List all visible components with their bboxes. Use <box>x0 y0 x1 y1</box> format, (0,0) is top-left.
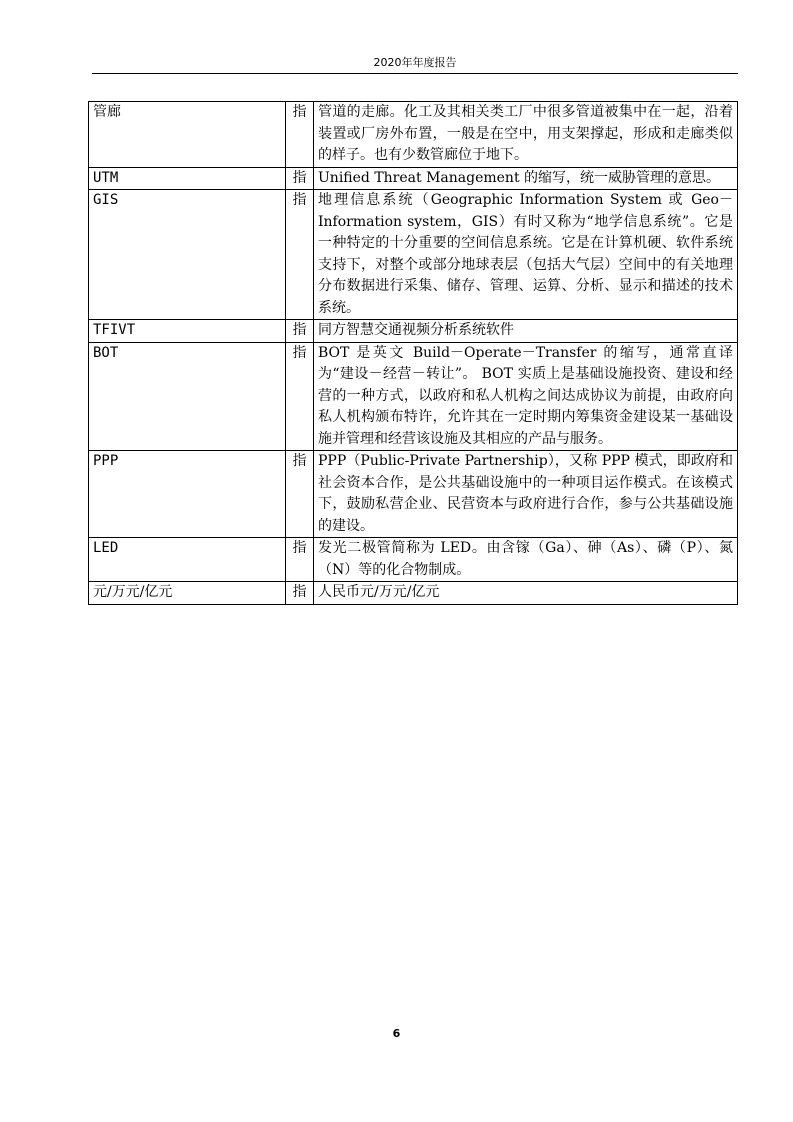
mark-cell: 指 <box>286 451 314 538</box>
mark-cell: 指 <box>286 320 314 343</box>
table-row <box>89 451 738 538</box>
definition-cell: 同方智慧交通视频分析系统软件 <box>314 320 738 343</box>
page-number: 6 <box>392 1027 401 1040</box>
term-cell: 元/万元/亿元 <box>89 582 286 605</box>
table-row <box>89 320 738 343</box>
term-cell: TFIVT <box>89 320 286 343</box>
definition-cell: 地理信息系统（Geographic Information System 或 Geo－Information system，GIS）有时又称为“地学信息系统”。它是一种特定的十分重要的空间信息系统。它是在计算机硬、软件系统支持下，对整个或部分地球表层（包括大气层）空间中的有关地理分布数据进行采集、储存、管理、运算、分析、显示和描述的技术系统。 <box>314 190 738 320</box>
table-row <box>89 102 738 168</box>
mark-cell: 指 <box>286 167 314 190</box>
header-rule <box>92 73 738 74</box>
term-cell: 管廊 <box>89 102 286 168</box>
mark-cell: 指 <box>286 190 314 320</box>
glossary-table <box>88 101 738 605</box>
page-header-title: 2020年年度报告 <box>373 56 457 69</box>
definition-cell: 发光二极管简称为 LED。由含镓（Ga）、砷（As）、磷（P）、氮（N）等的化合物制成。 <box>314 538 738 582</box>
definition-cell: PPP（Public-Private Partnership），又称 PPP 模式，即政府和社会资本合作，是公共基础设施中的一种项目运作模式。在该模式下，鼓励私营企业、民营资本与政府进行合作，参与公共基础设施的建设。 <box>314 451 738 538</box>
definition-cell: 人民币元/万元/亿元 <box>314 582 738 605</box>
table-row <box>89 342 738 451</box>
mark-cell: 指 <box>286 538 314 582</box>
term-cell: PPP <box>89 451 286 538</box>
term-cell: LED <box>89 538 286 582</box>
table-row <box>89 167 738 190</box>
definition-cell: 管道的走廊。化工及其相关类工厂中很多管道被集中在一起，沿着装置或厂房外布置，一般是在空中，用支架撑起，形成和走廊类似的样子。也有少数管廊位于地下。 <box>314 102 738 168</box>
definition-cell: BOT 是英文 Build－Operate－Transfer 的缩写，通常直译为“建设－经营－转让”。 BOT 实质上是基础设施投资、建设和经营的一种方式，以政府和私人机构之间达成协议为前提，由政府向私人机构颁布特许，允许其在一定时期内筹集资金建设某一基础设施并管理和经营该设施及其相应的产品与服务。 <box>314 342 738 451</box>
table-row <box>89 190 738 320</box>
table-row <box>89 538 738 582</box>
table-row <box>89 582 738 605</box>
term-cell: BOT <box>89 342 286 451</box>
definition-cell: Unified Threat Management 的缩写，统一威胁管理的意思。 <box>314 167 738 190</box>
term-cell: UTM <box>89 167 286 190</box>
mark-cell: 指 <box>286 102 314 168</box>
mark-cell: 指 <box>286 342 314 451</box>
term-cell: GIS <box>89 190 286 320</box>
mark-cell: 指 <box>286 582 314 605</box>
